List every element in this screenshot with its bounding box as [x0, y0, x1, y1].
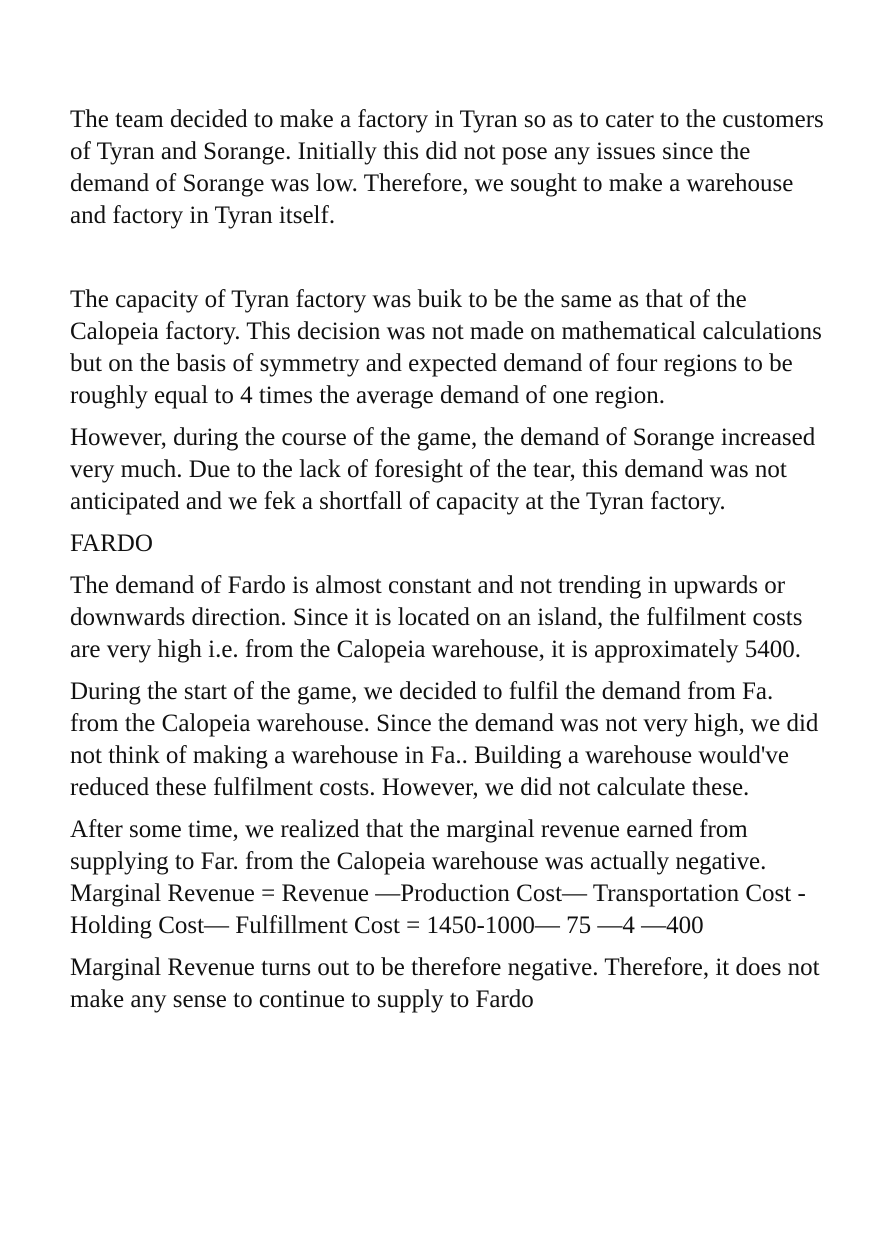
document-body	[70, 104, 870, 1026]
paragraph-sorange-demand	[70, 422, 870, 518]
text-line: The demand of Fardo is almost constant and not trending in upwards or	[70, 572, 786, 599]
text-line: reduced these fulfilment costs. However, we did not calculate these.	[70, 774, 750, 801]
paragraph-tyran-capacity	[70, 284, 870, 412]
text-line: not think of making a warehouse in Fa.. Building a warehouse would've	[70, 742, 789, 769]
text-line: The capacity of Tyran factory was buik to be the same as that of the	[70, 286, 747, 313]
text-line: and factory in Tyran itself.	[70, 202, 336, 229]
paragraph-fardo-fulfilment	[70, 676, 870, 804]
text-line: demand of Sorange was low. Therefore, we sought to make a warehouse	[70, 170, 794, 197]
text-line: However, during the course of the game, the demand of Sorange increased	[70, 424, 816, 451]
section-heading-fardo	[70, 528, 870, 560]
text-line: During the start of the game, we decided to fulfil the demand from Fa.	[70, 678, 774, 705]
text-line: After some time, we realized that the marginal revenue earned from	[70, 816, 748, 843]
heading-text: FARDO	[70, 530, 153, 557]
text-line: are very high i.e. from the Calopeia warehouse, it is approximately 5400.	[70, 636, 802, 663]
text-line: of Tyran and Sorange. Initially this did not pose any issues since the	[70, 138, 751, 165]
text-line: Holding Cost— Fulfillment Cost = 1450-1000— 75 —4 —400	[70, 912, 704, 939]
paragraph-tyran-factory	[70, 104, 870, 232]
text-line: supplying to Far. from the Calopeia warehouse was actually negative.	[70, 848, 767, 875]
text-line: make any sense to continue to supply to Fardo	[70, 986, 534, 1013]
paragraph-conclusion	[70, 952, 870, 1016]
text-line: downwards direction. Since it is located on an island, the fulfilment costs	[70, 604, 803, 631]
paragraph-marginal-revenue	[70, 814, 870, 942]
text-line: but on the basis of symmetry and expected demand of four regions to be	[70, 350, 793, 377]
text-line: roughly equal to 4 times the average demand of one region.	[70, 382, 665, 409]
text-line: anticipated and we fek a shortfall of capacity at the Tyran factory.	[70, 488, 726, 515]
paragraph-fardo-demand	[70, 570, 870, 666]
text-line: Marginal Revenue = Revenue —Production Cost— Transportation Cost -	[70, 880, 806, 907]
text-line: from the Calopeia warehouse. Since the demand was not very high, we did	[70, 710, 819, 737]
text-line: Marginal Revenue turns out to be therefore negative. Therefore, it does not	[70, 954, 820, 981]
text-line: Calopeia factory. This decision was not made on mathematical calculations	[70, 318, 822, 345]
text-line: The team decided to make a factory in Tyran so as to cater to the customers	[70, 106, 824, 133]
text-line: very much. Due to the lack of foresight of the tear, this demand was not	[70, 456, 787, 483]
